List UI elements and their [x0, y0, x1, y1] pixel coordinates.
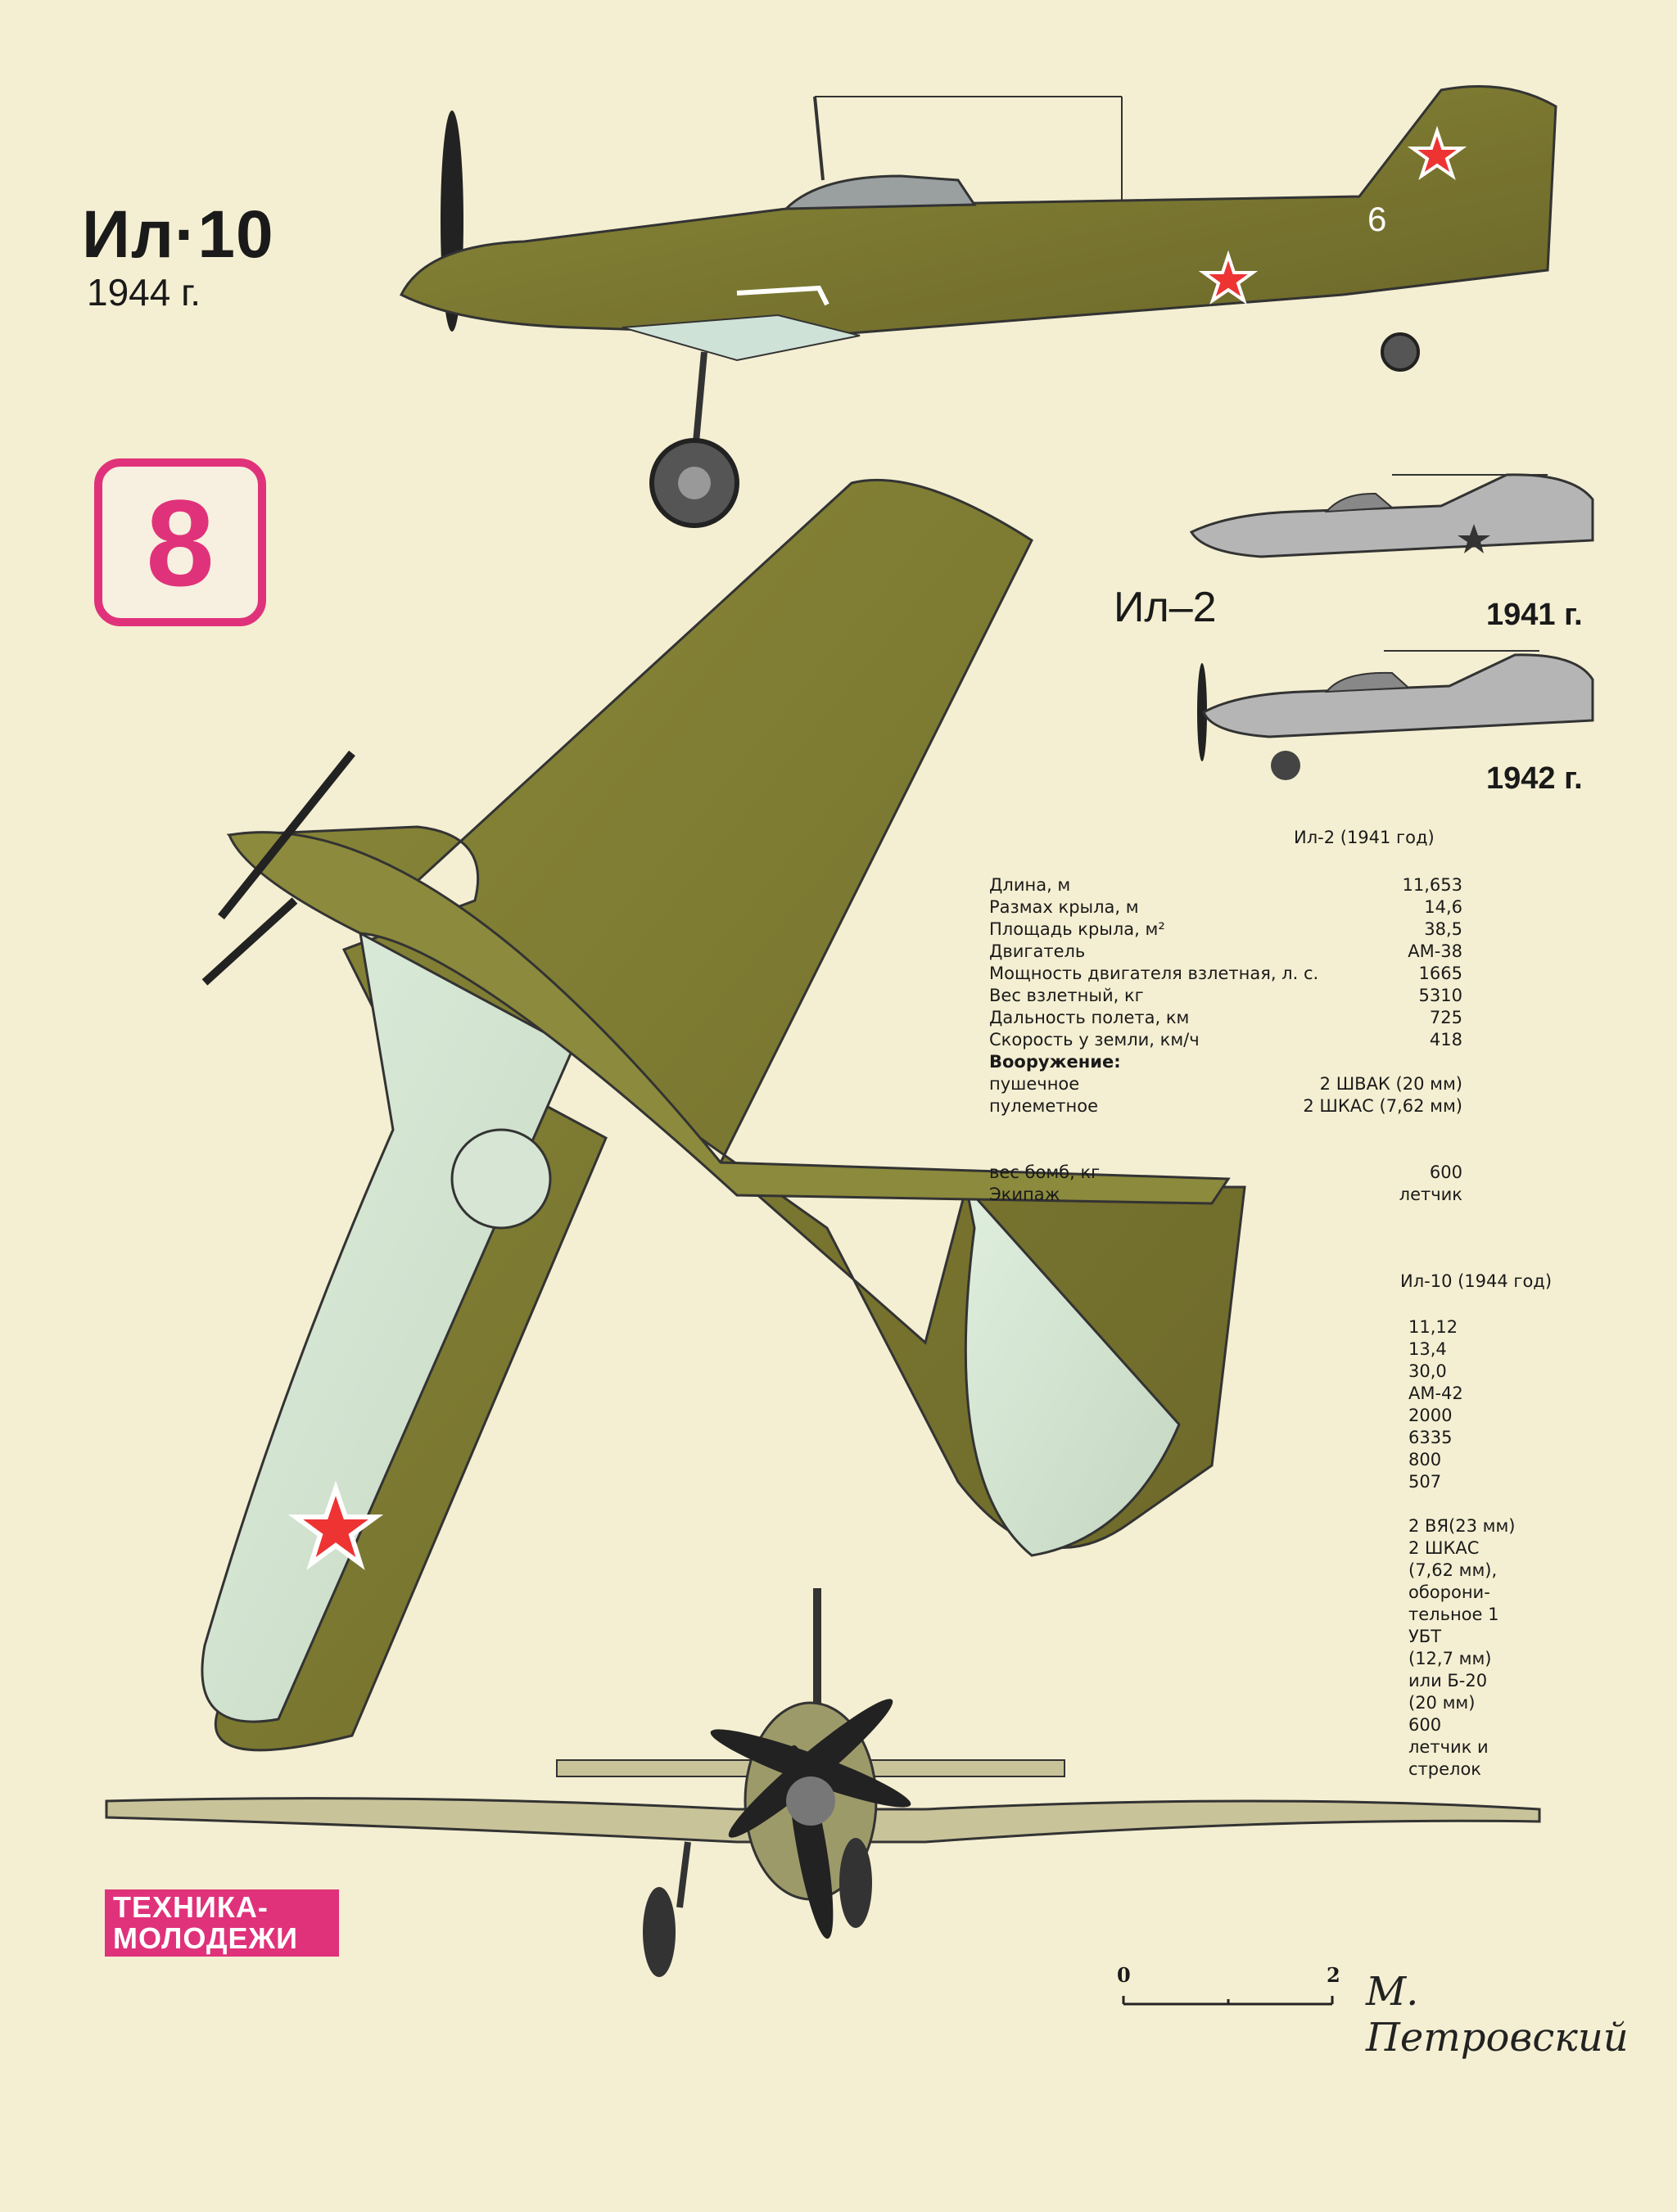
- il10-armament-line: оборони-: [1408, 1582, 1490, 1602]
- il10-armament-line: (7,62 мм),: [1408, 1560, 1498, 1580]
- spec-row-armament: Вооружение:: [989, 1052, 1121, 1072]
- scale-bar-graphic: [1115, 1963, 1345, 2012]
- il10-armament-line: тельное 1: [1408, 1605, 1499, 1624]
- spec-row-wing-area: Площадь крыла, м² 38,5: [989, 919, 1462, 939]
- scale-end: 2: [1327, 1963, 1340, 1987]
- page-title: Ил·10: [82, 197, 274, 272]
- il10-value: 6335: [1408, 1428, 1453, 1447]
- il2-1941-side-view: [1191, 475, 1593, 557]
- il10-value: 13,4: [1408, 1339, 1447, 1359]
- title-year: 1944 г.: [87, 271, 201, 314]
- spec-row-machine-gun: пулеметное 2 ШКАС (7,62 мм): [989, 1096, 1462, 1116]
- specs-table: [989, 874, 1462, 1206]
- magazine-logo: [105, 1889, 339, 1957]
- issue-number: 8: [146, 473, 215, 612]
- il10-armament-line: (20 мм): [1408, 1693, 1476, 1713]
- il10-side-view: [401, 87, 1556, 526]
- spec-row-takeoff-weight: Вес взлетный, кг 5310: [989, 986, 1462, 1005]
- il10-armament-line: стрелок: [1408, 1759, 1481, 1779]
- magazine-logo-line2: МОЛОДЕЖИ: [113, 1921, 298, 1955]
- il10-value: 11,12: [1408, 1317, 1458, 1337]
- spec-row-engine: Двигатель АМ-38: [989, 941, 1462, 961]
- il10-armament-line: или Б-20: [1408, 1671, 1488, 1691]
- spec-row-cannon: пушечное 2 ШВАК (20 мм): [989, 1074, 1462, 1094]
- svg-text:6: 6: [1367, 200, 1387, 238]
- il10-value: АМ-42: [1408, 1384, 1463, 1403]
- spec-row-range: Дальность полета, км 725: [989, 1008, 1462, 1027]
- artist-signature: М. Петровский: [1366, 1969, 1629, 2061]
- scale-bar: [1115, 1963, 1345, 2012]
- spec-row-length: Длина, м 11,653: [989, 875, 1462, 895]
- il10-value: 800: [1408, 1450, 1442, 1469]
- il10-value: 507: [1408, 1472, 1442, 1492]
- il2-specs-header: Ил-2 (1941 год): [1294, 828, 1435, 847]
- il2-label: Ил–2: [1114, 584, 1217, 631]
- il10-value: 2000: [1408, 1406, 1453, 1425]
- il10-armament-line: (12,7 мм): [1408, 1649, 1492, 1668]
- il10-armament-line: летчик и: [1408, 1737, 1489, 1757]
- il10-armament-line: 2 ВЯ(23 мм): [1408, 1516, 1516, 1536]
- il10-armament-line: УБТ: [1408, 1627, 1442, 1646]
- il2-1941-year: 1941 г.: [1486, 598, 1583, 632]
- il10-value: 30,0: [1408, 1361, 1447, 1381]
- il10-specs-header: Ил-10 (1944 год): [1400, 1271, 1553, 1291]
- spec-row-crew: Экипаж летчик: [989, 1185, 1462, 1204]
- magazine-logo-line1: ТЕХНИКА-: [113, 1890, 269, 1924]
- spec-row-speed: Скорость у земли, км/ч 418: [989, 1030, 1462, 1050]
- spec-row-bomb-weight: вес бомб, кг 600: [989, 1162, 1462, 1182]
- il10-armament-line: 2 ШКАС: [1408, 1538, 1480, 1558]
- spec-row-wingspan: Размах крыла, м 14,6: [989, 897, 1462, 917]
- scale-start: 0: [1117, 1963, 1131, 1987]
- il10-specs-values: [1408, 1316, 1516, 1781]
- spec-row-engine-power: Мощность двигателя взлетная, л. с. 1665: [989, 964, 1462, 983]
- il2-1942-year: 1942 г.: [1486, 761, 1583, 796]
- il10-armament-line: 600: [1408, 1715, 1442, 1735]
